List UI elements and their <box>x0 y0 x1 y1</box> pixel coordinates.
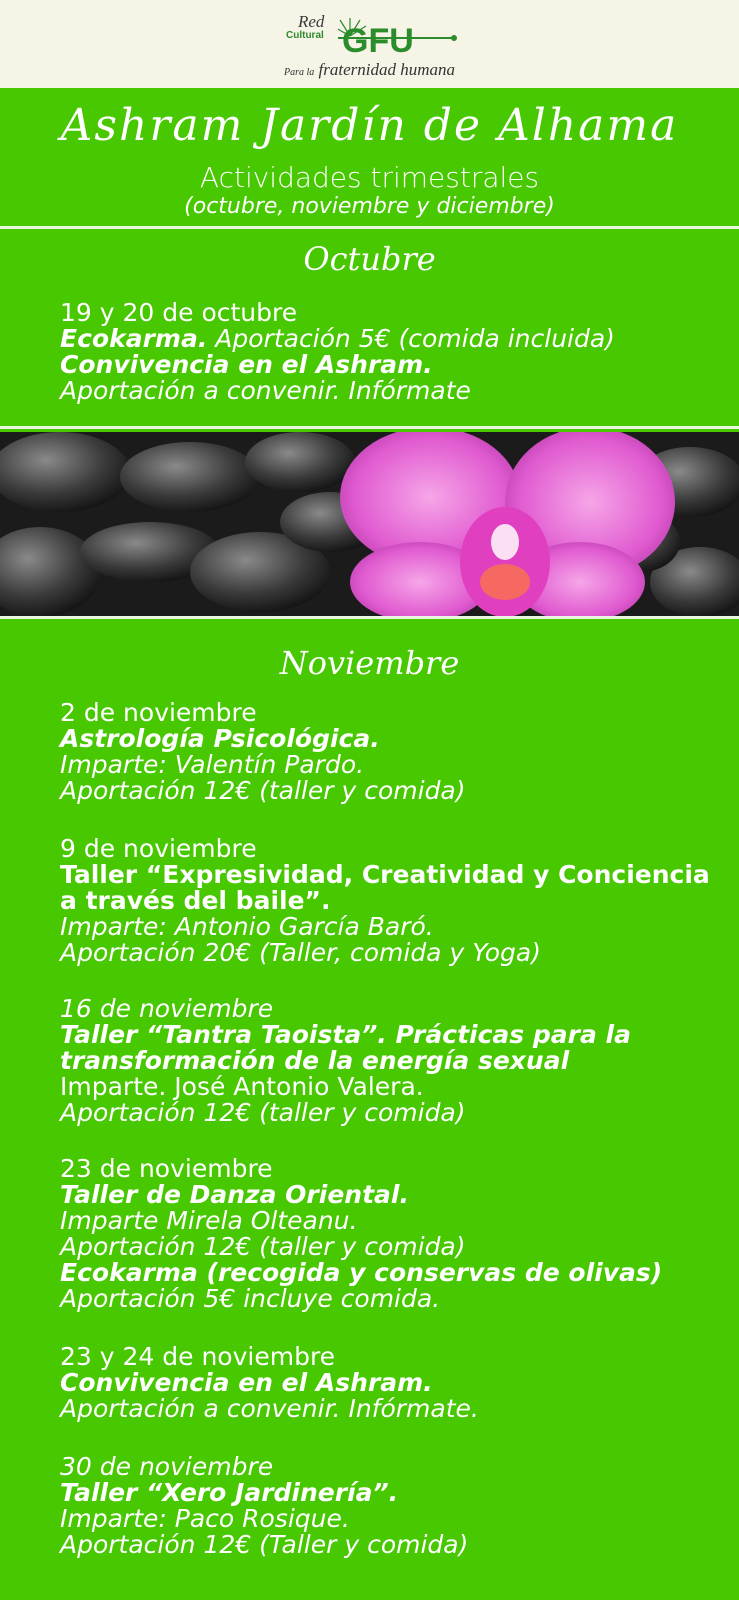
event-title-line-1: Taller “Expresividad, Creatividad y Conciencia <box>60 860 710 889</box>
event-teacher: Imparte: Valentín Pardo. <box>60 750 365 779</box>
event-title-line-2: transformación de la energía sexual <box>60 1046 570 1075</box>
page-subtitle-months: (octubre, noviembre y diciembre) <box>184 194 555 219</box>
october-ecokarma-title: Ecokarma. <box>60 324 208 353</box>
october-block <box>60 300 730 404</box>
header <box>0 0 739 88</box>
event-fee: Aportación 12€ (Taller y comida) <box>60 1530 469 1559</box>
event-date: 30 de noviembre <box>60 1452 274 1481</box>
event-teacher: Imparte. José Antonio Valera. <box>60 1072 424 1101</box>
event-fee: Aportación 20€ (Taller, comida y Yoga) <box>60 938 541 967</box>
photo-illustration <box>0 432 739 618</box>
gfu-mark-icon <box>338 14 458 58</box>
divider-photo-top <box>0 426 739 429</box>
event-fee: Aportación 12€ (taller y comida) <box>60 1098 466 1127</box>
november-event-3 <box>60 996 730 1126</box>
event-date: 2 de noviembre <box>60 698 257 727</box>
event-teacher: Imparte: Paco Rosique. <box>60 1504 350 1533</box>
logo-tagline-text: fraternidad humana <box>318 60 456 79</box>
event-date: 23 y 24 de noviembre <box>60 1342 336 1371</box>
logo-tagline <box>284 60 455 80</box>
event-teacher: Imparte Mirela Olteanu. <box>60 1206 358 1235</box>
divider-top <box>0 226 739 229</box>
event-fee: Aportación 12€ (taller y comida) <box>60 1232 466 1261</box>
october-ecokarma-fee: Aportación 5€ (comida incluida) <box>207 324 615 353</box>
logo-cultural-text: Cultural <box>286 30 324 41</box>
october-convivencia-title: Convivencia en el Ashram. <box>60 350 433 379</box>
event-title: Convivencia en el Ashram. <box>60 1368 433 1397</box>
page-subtitle: Actividades trimestrales <box>199 161 540 194</box>
october-date: 19 y 20 de octubre <box>60 298 298 327</box>
orchid-on-stones-photo <box>0 432 739 618</box>
event-title-line-1: Taller “Tantra Taoista”. Prácticas para la <box>60 1020 631 1049</box>
event-date: 23 de noviembre <box>60 1154 273 1183</box>
november-event-2 <box>60 836 730 966</box>
event-title-b: Ecokarma (recogida y conservas de olivas) <box>60 1258 663 1287</box>
event-date: 9 de noviembre <box>60 834 257 863</box>
event-date: 16 de noviembre <box>60 994 274 1023</box>
svg-text:GFU: GFU <box>342 22 414 58</box>
event-title-line-2: a través del baile”. <box>60 886 331 915</box>
october-convivencia-fee: Aportación a convenir. Infórmate <box>60 376 471 405</box>
october-ecokarma-line <box>60 326 730 352</box>
november-event-4 <box>60 1156 730 1312</box>
november-event-5 <box>60 1344 730 1422</box>
logo-red-text: Red <box>298 12 325 31</box>
november-event-1 <box>60 700 730 804</box>
event-title: Astrología Psicológica. <box>60 724 380 753</box>
event-teacher: Imparte: Antonio García Baró. <box>60 912 434 941</box>
gfu-logo[interactable] <box>284 8 464 84</box>
event-fee-b: Aportación 5€ incluye comida. <box>60 1284 441 1313</box>
event-title: Taller “Xero Jardinería”. <box>60 1478 399 1507</box>
logo-tagline-small: Para la <box>284 67 315 78</box>
event-fee: Aportación a convenir. Infórmate. <box>60 1394 479 1423</box>
november-heading: Noviembre <box>279 644 460 682</box>
event-title: Taller de Danza Oriental. <box>60 1180 409 1209</box>
november-event-6 <box>60 1454 730 1558</box>
event-fee: Aportación 12€ (taller y comida) <box>60 776 466 805</box>
page-title: Ashram Jardín de Alhama <box>60 100 679 151</box>
october-heading: Octubre <box>303 240 436 278</box>
divider-photo-bottom <box>0 616 739 619</box>
